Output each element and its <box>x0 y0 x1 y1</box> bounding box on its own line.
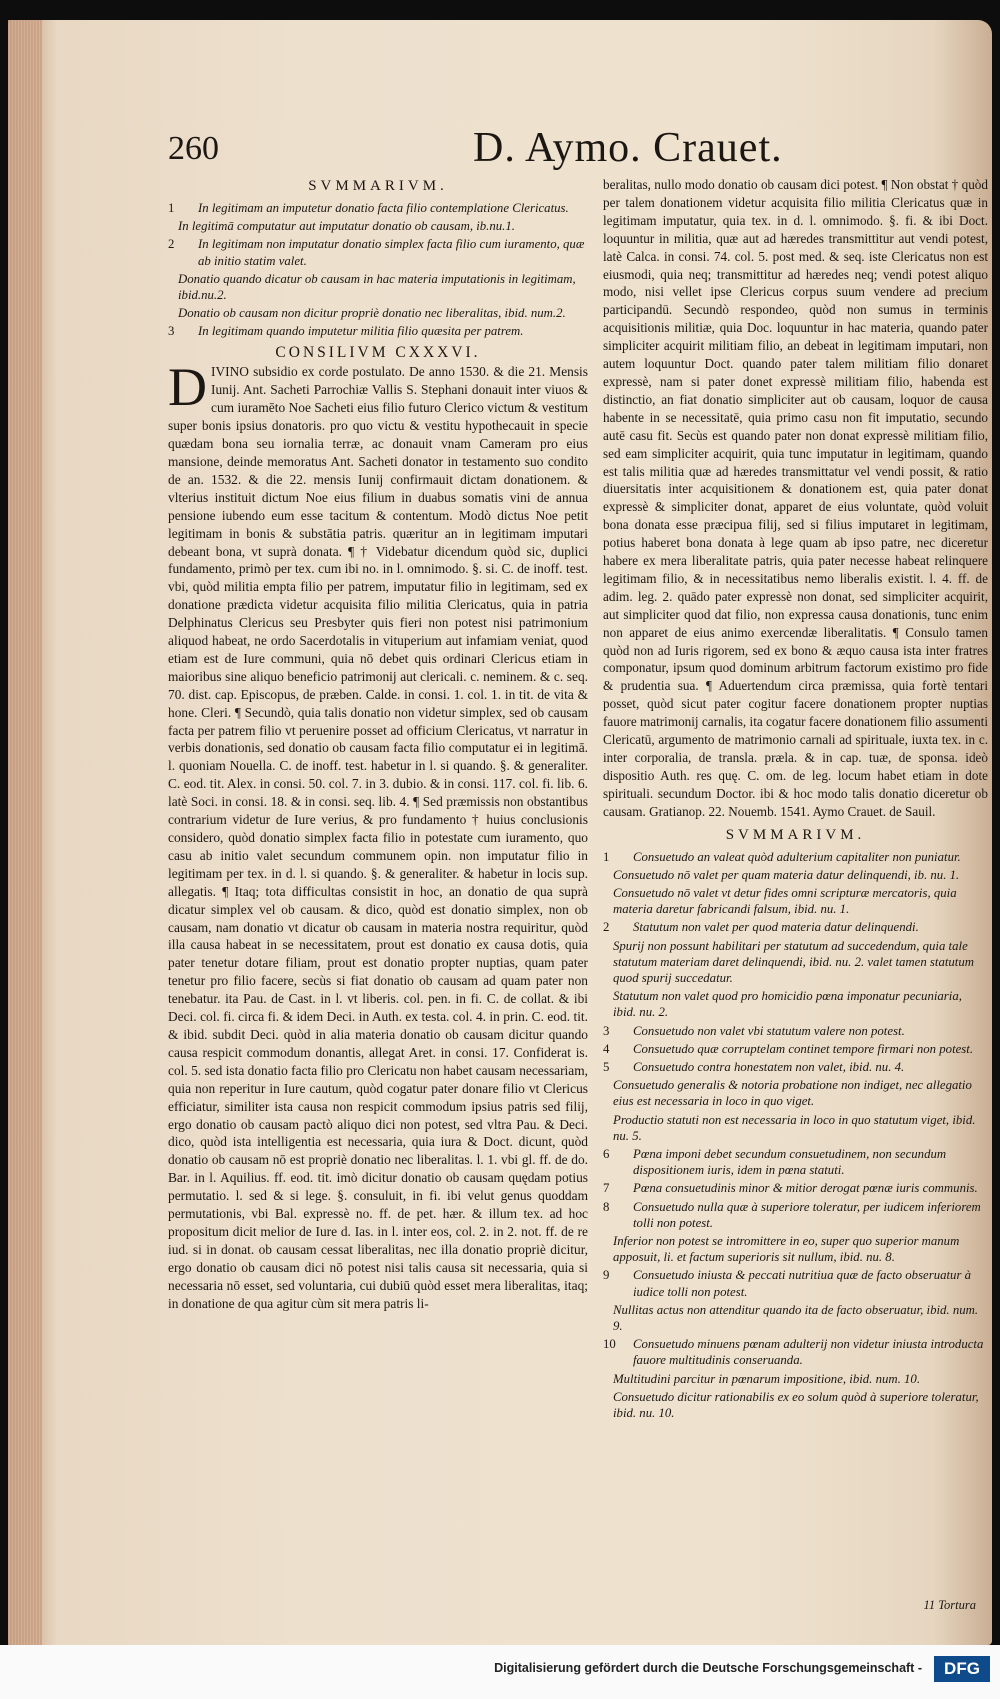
summary-item-text: Inferior non potest se intromittere in eo, super quo superior manum apposuit, li. et factum superioris sit nullum, ibid. nu. 8. <box>613 1234 960 1265</box>
digitization-footer <box>0 1645 1000 1699</box>
running-head: D. Aymo. Crauet. <box>473 125 783 171</box>
summary-item-text: Consuetudo iniusta & peccati nutritiua quæ de facto obseruatur à iudice tolli non potest. <box>633 1268 972 1299</box>
summary-item-text: In legitimam non imputatur donatio simplex facta filio cum iuramento, quæ ab initio statim valet. <box>198 237 585 268</box>
summary-item-text: Multitudini parcitur in pœnarum impositione, ibid. num. 10. <box>613 1371 921 1386</box>
summary-item <box>603 1302 988 1334</box>
summary-item-text: Spurij non possunt habilitari per statutum ad succedendum, quia tale statutum materiam daret delinquendi, ibid. nu. 2. valet tamen statutum quod spurij succedatur. <box>613 938 975 985</box>
summary-item <box>603 988 988 1020</box>
summary-item <box>603 1146 988 1178</box>
summary-item <box>168 236 588 268</box>
summary-item-number: 1 <box>168 200 175 215</box>
summary-item-text: Consuetudo nulla quæ à superiore toleratur, per iudicem inferiorem tolli non potest. <box>633 1199 981 1230</box>
dfg-logo: DFG <box>934 1656 990 1682</box>
summary-item-number: 2 <box>603 920 610 935</box>
summary-item-text: Consuetudo dicitur rationabilis ex eo solum quòd à superiore toleratur, ibid. nu. 10. <box>613 1389 979 1421</box>
funding-credit: Digitalisierung gefördert durch die Deutsche Forschungsgemeinschaft - <box>494 1661 922 1675</box>
summary-item-number: 7 <box>603 1181 610 1196</box>
summary-item-text: Donatio ob causam non dicitur propriè donatio nec liberalitas, ibid. num.2. <box>178 306 566 321</box>
right-column <box>603 176 988 1423</box>
summary-item <box>603 1180 988 1196</box>
summary-item-number: 4 <box>603 1041 610 1056</box>
summary-list-right <box>603 849 988 1422</box>
summary-item <box>603 919 988 935</box>
summary-item-text: Consuetudo nō valet vt detur fides omni scripturæ mercatoris, quia materia daretur fabricandi falsum, ibid. nu. 1. <box>613 885 957 917</box>
summary-item-text: Nullitas actus non attenditur quando ita de facto obseruatur, ibid. num. 9. <box>613 1302 979 1334</box>
page-number: 260 <box>168 130 219 167</box>
summary-item <box>603 1112 988 1144</box>
summary-item <box>603 1041 988 1057</box>
summary-item <box>603 849 988 865</box>
summary-item <box>603 1371 988 1387</box>
scan-top-border <box>0 0 1000 20</box>
summary-item-text: In legitimam an imputetur donatio facta filio contemplatione Clericatus. <box>198 200 569 215</box>
catchword: 11 Tortura <box>923 1598 976 1612</box>
summary-item-text: Statutum non valet quod pro homicidio pœna imponatur pecuniaria, ibid. nu. 2. <box>613 989 962 1020</box>
summary-item <box>168 200 588 216</box>
summary-item <box>168 305 588 321</box>
summary-item <box>603 1389 988 1421</box>
summary-item-text: Statutum non valet per quod materia datur delinquendi. <box>633 920 919 935</box>
summary-item-text: Consuetudo an valeat quòd adulterium capitaliter non puniatur. <box>633 849 961 864</box>
summary-item <box>603 867 988 883</box>
summary-item-text: Consuetudo minuens pœnam adulterij non videtur iniusta introducta fauore multitudinis conseruanda. <box>633 1337 984 1368</box>
summary-item <box>603 1233 988 1265</box>
drop-capital: D <box>168 357 207 418</box>
summary-item-text: Donatio quando dicatur ob causam in hac materia imputationis in legitimam, ibid.nu.2. <box>178 271 576 302</box>
summary-item <box>603 1336 988 1368</box>
consilium-body-continued: beralitas, nullo modo donatio ob causam dici potest. ¶ Non obstat † quòd per talem donationem videtur acquisita filio militia Clericatus quæ in legitimam imputatur, quia tex. in d. l. omnimodo. §. fi. & ibi Doct. loquuntur in militia, quæ aut ad hæredes transmittitur aut vendi potest, latè Calca. in consi. 74. col. 5. post med. & seq. iste Clericatus non est eiusmodi, quia neq; transmittitur ad hæredes neq; vendi potest aliquo modo, nisi vellet ipse Clericus corpus suum vendere ad precium participandū. Secundò respondeo, quòd non sumus in terminis acquisitionis militiæ, quia Doc. loquuntur in hac materia, quando pater simpliciter acquirit militiam filio, an debeat in legitimam imputari, non autem loquuntur Doct. quando pater talem militiam filio donaret expressè, nam si pater donet expressè militiam filio, habenda est distinctio, an fiat donatio simpliciter aut ob causam, loquor de causa habente in se necessitatē, quia primo casu non fit imputatio, secundo autē casu fit. Secùs est quando pater non donat expressè militiam filio, sed eam simpliciter acquirit, quia tunc imputatur in legitimam, quando est talis militia quæ ad hæredes transmittatur vel vendi possit, & ratio diuersitatis inter acquisitionem & donationem est, quia pater donat expressè & simpliciter donat, apparet de eius voluntate, quòd voluit bona donata esse præcipua filij, sed si filius imputaret in legitimam, potius haberet bona donata à lege quam ab ipso patre, nec diceretur habere ex mera liberalitate patris, quia pater necesse habeat relinquere legitimam filio, & in necessitatibus nemo liberalis existit. l. 4. ff. de adim. leg. 2. quādo pater expressè non donat, sed simpliciter acquirit, aut simpliciter quod dat filio, non expressa causa donationis, tunc enim non apparet de eius animo exercendæ liberalitatis. ¶ Consulo tamen quòd non ad Iuris rigorem, sed ex bono & æquo causa ista inter fratres componatur, ipsum quod dominum arbitrum factorum existimo pro fide & prudentia sua. ¶ Aduertendum circa præmissa, quia fortè tentari posset, quòd sicut pater cogitur facere donationem propter nuptias fauore matrimonij carnalis, ita cogatur facere donationem filio assumenti Clericatū, argumento de matrimonio carnali ad spirituale, iuxta tex. in c. inter corporalia, de transla. præla. & in cap. tuæ, de sponsa. ideò dispositio Auth. res quę. C. om. de leg. locum habet etiam in dote spirituali. secundum Doctor. ibi & hoc modo talis donatio diceretur ob causam. Gratianop. 22. Nouemb. 1541. Aymo Crauet. de Sauil. <box>603 177 988 819</box>
summary-item <box>603 1199 988 1231</box>
summary-item <box>603 1077 988 1109</box>
summary-item-text: Consuetudo quæ corruptelam continet tempore firmari non potest. <box>633 1041 974 1056</box>
printed-page <box>168 120 988 1640</box>
summary-list-left <box>168 200 588 340</box>
summary-item-text: Consuetudo contra honestatem non valet, ibid. nu. 4. <box>633 1059 905 1074</box>
page-fore-edge <box>8 20 42 1645</box>
summary-item-text: Consuetudo nō valet per quam materia datur delinquendi, ib. nu. 1. <box>613 867 960 882</box>
summary-item-number: 10 <box>603 1337 616 1352</box>
summary-item <box>603 938 988 987</box>
summary-heading-left: SVMMARIVM. <box>308 178 448 194</box>
consilium-body <box>168 357 588 1312</box>
summary-item <box>603 1023 988 1039</box>
summary-item-text: Consuetudo generalis & notoria probatione non indiget, nec allegatio eius est necessaria in loco in quo viget. <box>613 1078 972 1109</box>
summary-item-text: Pœna imponi debet secundum consuetudinem, non secundum dispositionem iuris, idem in pœna statuti. <box>633 1146 947 1178</box>
summary-item-number: 2 <box>168 237 175 252</box>
summary-item-text: Consuetudo non valet vbi statutum valere non potest. <box>633 1023 905 1038</box>
left-column <box>168 176 588 1312</box>
summary-item-number: 5 <box>603 1059 610 1074</box>
summary-item <box>603 885 988 917</box>
summary-item-number: 8 <box>603 1199 610 1214</box>
summary-item <box>603 1267 988 1299</box>
summary-item-text: In legitimam quando imputetur militia filio quæsita per patrem. <box>198 324 524 339</box>
summary-item-text: In legitimā computatur aut imputatur donatio ob causam, ib.nu.1. <box>178 219 515 234</box>
summary-item-number: 3 <box>168 324 175 339</box>
book-page <box>8 20 992 1645</box>
summary-heading-right: SVMMARIVM. <box>725 826 866 843</box>
summary-item-text: Productio statuti non est necessaria in loco in quo statutum viget, ibid. nu. 5. <box>613 1112 976 1143</box>
summary-item-number: 3 <box>603 1023 610 1038</box>
consilium-body-text: IVINO subsidio ex corde postulato. De anno 1530. & die 21. Mensis Iunij. Ant. Sacheti Parrochiæ Vallis S. Stephani donauit inter viuos & cum iuramēto Noe Sacheti eius filio futuro Clerico victum & vestitum super bonis ipsius donatoris. pro quo victu & vestitu hypothecauit in specie quædam bona seu iornalia terræ, ac donauit vnam Cameram pro eius mansione, deinde memoratus Ant. Sacheti donator in testamento suo condito de an. 1532. & die 22. mensis Iunij confirmauit dictam donationem. & vlterius instituit dictum Noe eius filium in duabus somatis vini de annua pensione iubendo eum esse tacitum & contentum. Modò dictus Noe petit legitimam in bonis & substātia patris. quæritur an in legitimam imputari debeant bona, vt suprà donata. ¶ † Videbatur dicendum quòd sic, duplici fundamento, primò per tex. cum ibi no. in l. omnimodo. §. si. C. de inoff. test. vbi, quòd militia empta filio per patrem, imputatur filio in legitimam, sed ex donatione prædicta videtur acquisita filio militia Clericatus, quia in patria Delphinatus Clericus seu Presbyter quis fieri non potest nisi patrimonium aliquod habeat, ne ordo Sacerdotalis in vituperium aut infamiam veniat, quod etiam est de Iure communi, quia nō debet quis ordinari Clericus etiam in maioribus sine aliquo beneficio patrimonij aut clericali. c. neminem. & c. seq. 70. dist. cap. Episcopus, de præben. Calde. in consi. 1. col. 1. in tit. de vita & hone. Cleri. ¶ Secundò, quia talis donatio non videtur simplex, sed ob causam facta per patrem filio vt peruenire posset ad officium Clericatus, vt narratur in verbis donationis, sed donatio ob causam facta filio computatur ei in legitimā. l. quoniam Nouella. C. de inoff. test. habetur in l. si quando. §. & generaliter. C. eod. tit. Alex. in consi. 50. col. 7. in 3. dubio. & in consi. 117. col. fi. lib. 6. latè Soci. in consi. 18. & in consi. seq. lib. 4. ¶ Sed præmissis non obstantibus contrarium videtur de Iure verius, & pro fundamento † huius conclusionis considero, quòd donatio simplex facta filio in potestate cum iuramento, quo casu ab initio valet secundum communem opin. non imputatur filio in legitimam per tex. in d. l. si quando. §. & generaliter. & habetur in locis sup. allegatis. ¶ Itaq; tota difficultas consistit in hoc, an donatio de qua suprà dicatur simplex vel ob causam. & dico, quòd est donatio simplex, non ob causam, nam donatio vt dicatur ob causam in materia nostra requiritur, quòd illa causa habeat in se necessitatem, prout est donatio ex causa dotis, quia pater tenetur dotare filiam, prout est donatio propter nuptias, quam pater tenetur pro filio facere, secùs si fiat donatio ob causam ad quam pater non tenebatur. ita Pau. de Cast. in l. vt liberis. col. pen. in fi. C. de collat. & ibi Deci. col. fi. circa fi. & idem Deci. in Auth. ex testa. col. 4. in prin. C. eod. tit. & ibid. subdit Deci. quòd in alia materia donatio ob causam dicitur quando causa respicit commodum donantis, allegat Aret. in consi. 17. Confiderat is. col. 5. sed ista donatio facta filio pro Clericatu non habet causam necessariam, quia non reperitur in Iure cautum, quòd cogatur pater donare filio vt Clericus efficiatur, similiter ista causa non respicit commodum ipsius patris sed filij, ergo donatio ob causam pactò aliquo dici non potest, sed vltra Pau. & Deci. dico, quòd ista intelligentia est necessaria, quia iura & Doct. dicunt, quòd donatio ob causam nō est propriè donatio nec liberalitas. l. 1. vbi gl. ff. de do. Bar. in l. Aquilius. ff. eod. tit. imò dicitur donatio ob causam quędam potius permutatio. l. sed & si lege. §. consuluit, in fi. ibi velut genus quoddam permutationis, vbi Bal. expressè no. ff. de pet. hær. & illum tex. ad hoc propositum dicit melior de Iure d. Ias. in l. inter eos, col. 2. in 2. not. ff. de re iud. si in donat. ob causam cessat liberalitas, nec illa donatio propriè dicitur, ergo donatio ob causam dici nō potest nisi talis causa sit necessaria, quia si necessaria nō esset, sed voluntaria, cui dubiū quòd esset mera liberalitas, itaq; in donatione de qua agitur cùm sit mera patris li- <box>168 364 588 1311</box>
summary-item <box>168 218 588 234</box>
summary-item <box>168 271 588 303</box>
summary-item-number: 9 <box>603 1268 610 1283</box>
consilium-heading: CONSILIVM CXXXVI. <box>275 343 481 361</box>
summary-item-number: 6 <box>603 1146 610 1161</box>
summary-item-text: Pœna consuetudinis minor & mitior derogat pœnæ iuris communis. <box>633 1181 978 1196</box>
summary-item <box>603 1059 988 1075</box>
summary-item-number: 1 <box>603 849 610 864</box>
summary-item <box>168 323 588 339</box>
